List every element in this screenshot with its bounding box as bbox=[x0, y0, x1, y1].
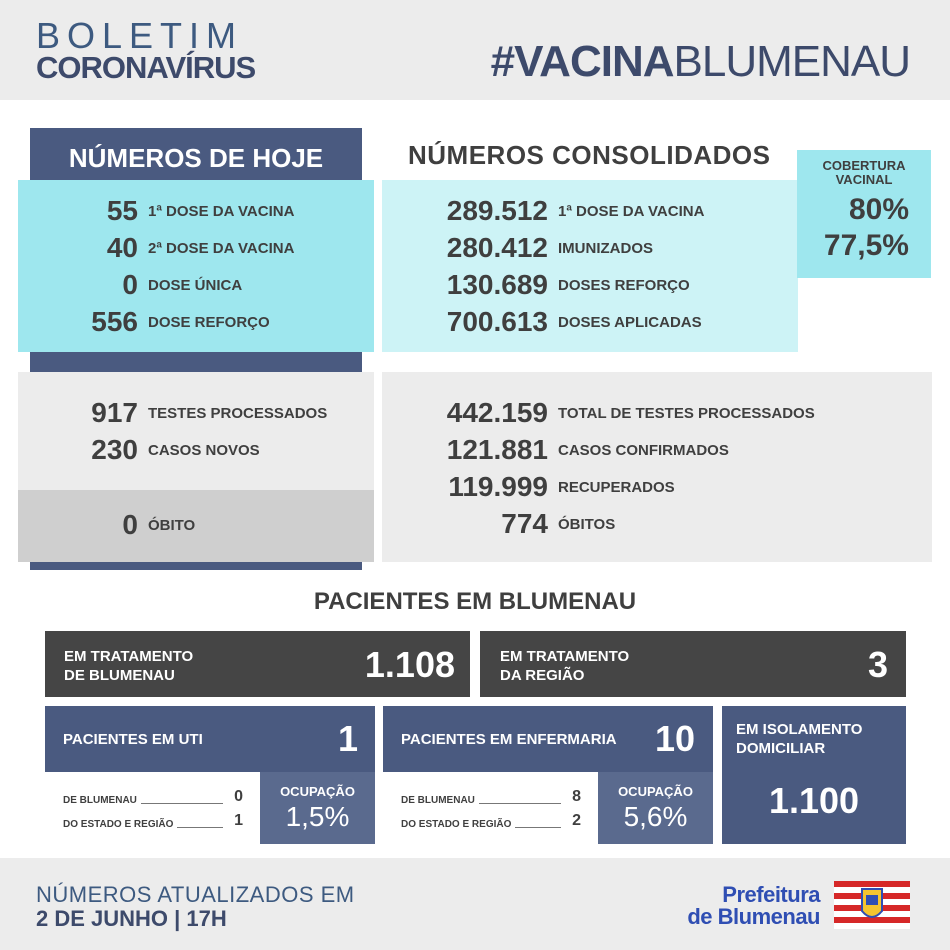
footer-update-date: 2 DE JUNHO | 17H bbox=[36, 906, 227, 931]
hoje-row bbox=[18, 397, 327, 429]
hoje-title: NÚMEROS DE HOJE bbox=[68, 143, 324, 173]
blumenau-flag-icon bbox=[834, 881, 910, 929]
consolidados-value: 119.999 bbox=[448, 471, 548, 502]
consolidados-row bbox=[382, 471, 675, 503]
cobertura-label bbox=[797, 159, 931, 187]
cobertura-value-1: 80% bbox=[848, 193, 909, 226]
uti-sub2-value: 1 bbox=[234, 812, 243, 829]
uti-ocupacao-box bbox=[260, 772, 375, 844]
uti-sub-row bbox=[63, 812, 243, 830]
consolidados-value: 130.689 bbox=[446, 269, 548, 300]
footer-update-label: NÚMEROS ATUALIZADOS EM bbox=[36, 882, 355, 907]
enfermaria-sub1-value: 8 bbox=[572, 788, 581, 805]
hoje-value: 230 bbox=[91, 434, 138, 465]
enfermaria-ocupacao-label: OCUPAÇÃO bbox=[618, 784, 693, 799]
consolidados-label: TOTAL DE TESTES PROCESSADOS bbox=[558, 404, 815, 422]
hoje-row bbox=[18, 195, 294, 227]
enfermaria-value: 10 bbox=[654, 718, 695, 759]
tratamento-blumenau-label bbox=[64, 647, 193, 685]
enfermaria-sub2-label: DO ESTADO E REGIÃO bbox=[401, 819, 512, 830]
consolidados-value: 121.881 bbox=[446, 434, 548, 465]
hoje-row bbox=[18, 232, 294, 264]
hoje-value: 556 bbox=[91, 306, 138, 337]
hoje-obito-value: 0 bbox=[122, 509, 138, 540]
tratamento-regiao-line1: EM TRATAMENTO bbox=[500, 648, 630, 665]
consolidados-row bbox=[382, 195, 704, 227]
consolidados-label: RECUPERADOS bbox=[558, 478, 675, 496]
coronavirus-title: CORONAVÍRUS bbox=[36, 50, 256, 85]
enfermaria-sub-row bbox=[401, 788, 581, 806]
enfermaria-ocupacao-box bbox=[598, 772, 713, 844]
uti-sub2-label: DO ESTADO E REGIÃO bbox=[63, 819, 174, 830]
consolidados-label: IMUNIZADOS bbox=[558, 239, 653, 257]
consolidados-row bbox=[382, 306, 702, 338]
prefeitura-logo-text bbox=[680, 884, 820, 928]
hoje-value: 40 bbox=[106, 232, 138, 263]
boletim-title: BOLETIM bbox=[36, 15, 244, 56]
hashtag-title bbox=[491, 38, 910, 86]
consolidados-value: 700.613 bbox=[446, 306, 548, 337]
consolidados-value: 280.412 bbox=[446, 232, 548, 263]
tratamento-regiao-label bbox=[500, 647, 629, 685]
hoje-label: DOSE ÚNICA bbox=[148, 276, 243, 294]
hoje-label: DOSE REFORÇO bbox=[148, 313, 270, 331]
consolidados-label: DOSES REFORÇO bbox=[558, 276, 690, 294]
enfermaria-sub2-value: 2 bbox=[572, 812, 581, 829]
tratamento-regiao-value: 3 bbox=[867, 644, 888, 685]
hoje-row bbox=[18, 434, 260, 466]
hoje-row bbox=[18, 269, 242, 301]
hoje-obito-label: ÓBITO bbox=[148, 516, 196, 534]
hoje-label: 2ª DOSE DA VACINA bbox=[148, 239, 295, 257]
consolidados-value: 442.159 bbox=[446, 397, 548, 428]
isolamento-line2: DOMICILIAR bbox=[736, 740, 826, 757]
cobertura-label-line2: VACINAL bbox=[835, 172, 893, 187]
consolidados-value: 774 bbox=[501, 508, 548, 539]
uti-ocupacao-label: OCUPAÇÃO bbox=[280, 784, 355, 799]
uti-detail-box bbox=[45, 772, 260, 844]
tratamento-blumenau-value: 1.108 bbox=[364, 644, 455, 685]
hoje-value: 917 bbox=[91, 397, 138, 428]
tratamento-blumenau-line1: EM TRATAMENTO bbox=[64, 648, 194, 665]
consolidados-label: 1ª DOSE DA VACINA bbox=[558, 202, 705, 220]
hoje-row bbox=[18, 306, 270, 338]
enfermaria-detail-box bbox=[383, 772, 598, 844]
hashtag-light: BLUMENAU bbox=[673, 37, 910, 86]
prefeitura-line2: de Blumenau bbox=[687, 904, 820, 929]
uti-sub1-value: 0 bbox=[234, 788, 243, 805]
consolidados-label: ÓBITOS bbox=[558, 515, 616, 533]
tratamento-blumenau-line2: DE BLUMENAU bbox=[64, 667, 175, 684]
isolamento-value: 1.100 bbox=[768, 780, 860, 821]
enfermaria-label: PACIENTES EM ENFERMARIA bbox=[401, 731, 617, 748]
consolidados-row bbox=[382, 397, 815, 429]
uti-sub-row bbox=[63, 788, 243, 806]
consolidados-title: NÚMEROS CONSOLIDADOS bbox=[408, 140, 771, 170]
enfermaria-sub1-label: DE BLUMENAU bbox=[401, 795, 475, 806]
uti-sub1-label: DE BLUMENAU bbox=[63, 795, 137, 806]
hoje-label: TESTES PROCESSADOS bbox=[148, 404, 328, 422]
isolamento-line1: EM ISOLAMENTO bbox=[736, 721, 863, 738]
cobertura-value-2: 77,5% bbox=[823, 229, 909, 262]
hoje-value: 55 bbox=[106, 195, 138, 226]
consolidados-row bbox=[382, 269, 690, 301]
consolidados-label: CASOS CONFIRMADOS bbox=[558, 441, 729, 459]
isolamento-label bbox=[736, 720, 862, 758]
uti-label: PACIENTES EM UTI bbox=[63, 731, 203, 748]
cobertura-label-line1: COBERTURA bbox=[822, 158, 906, 173]
consolidados-row bbox=[382, 508, 615, 540]
hoje-label: CASOS NOVOS bbox=[148, 441, 260, 459]
consolidados-value: 289.512 bbox=[446, 195, 548, 226]
hoje-label: 1ª DOSE DA VACINA bbox=[148, 202, 295, 220]
prefeitura-line1: Prefeitura bbox=[722, 882, 820, 907]
tratamento-regiao-line2: DA REGIÃO bbox=[500, 667, 585, 684]
hoje-obito-row bbox=[18, 509, 195, 541]
enfermaria-sub-row bbox=[401, 812, 581, 830]
consolidados-label: DOSES APLICADAS bbox=[558, 313, 702, 331]
uti-ocupacao-value: 1,5% bbox=[285, 801, 350, 832]
uti-value: 1 bbox=[337, 718, 358, 759]
hashtag-bold: #VACINA bbox=[490, 37, 674, 86]
pacientes-title: PACIENTES EM BLUMENAU bbox=[313, 588, 637, 615]
hoje-value: 0 bbox=[122, 269, 138, 300]
enfermaria-ocupacao-value: 5,6% bbox=[623, 801, 688, 832]
consolidados-row bbox=[382, 232, 653, 264]
consolidados-row bbox=[382, 434, 729, 466]
